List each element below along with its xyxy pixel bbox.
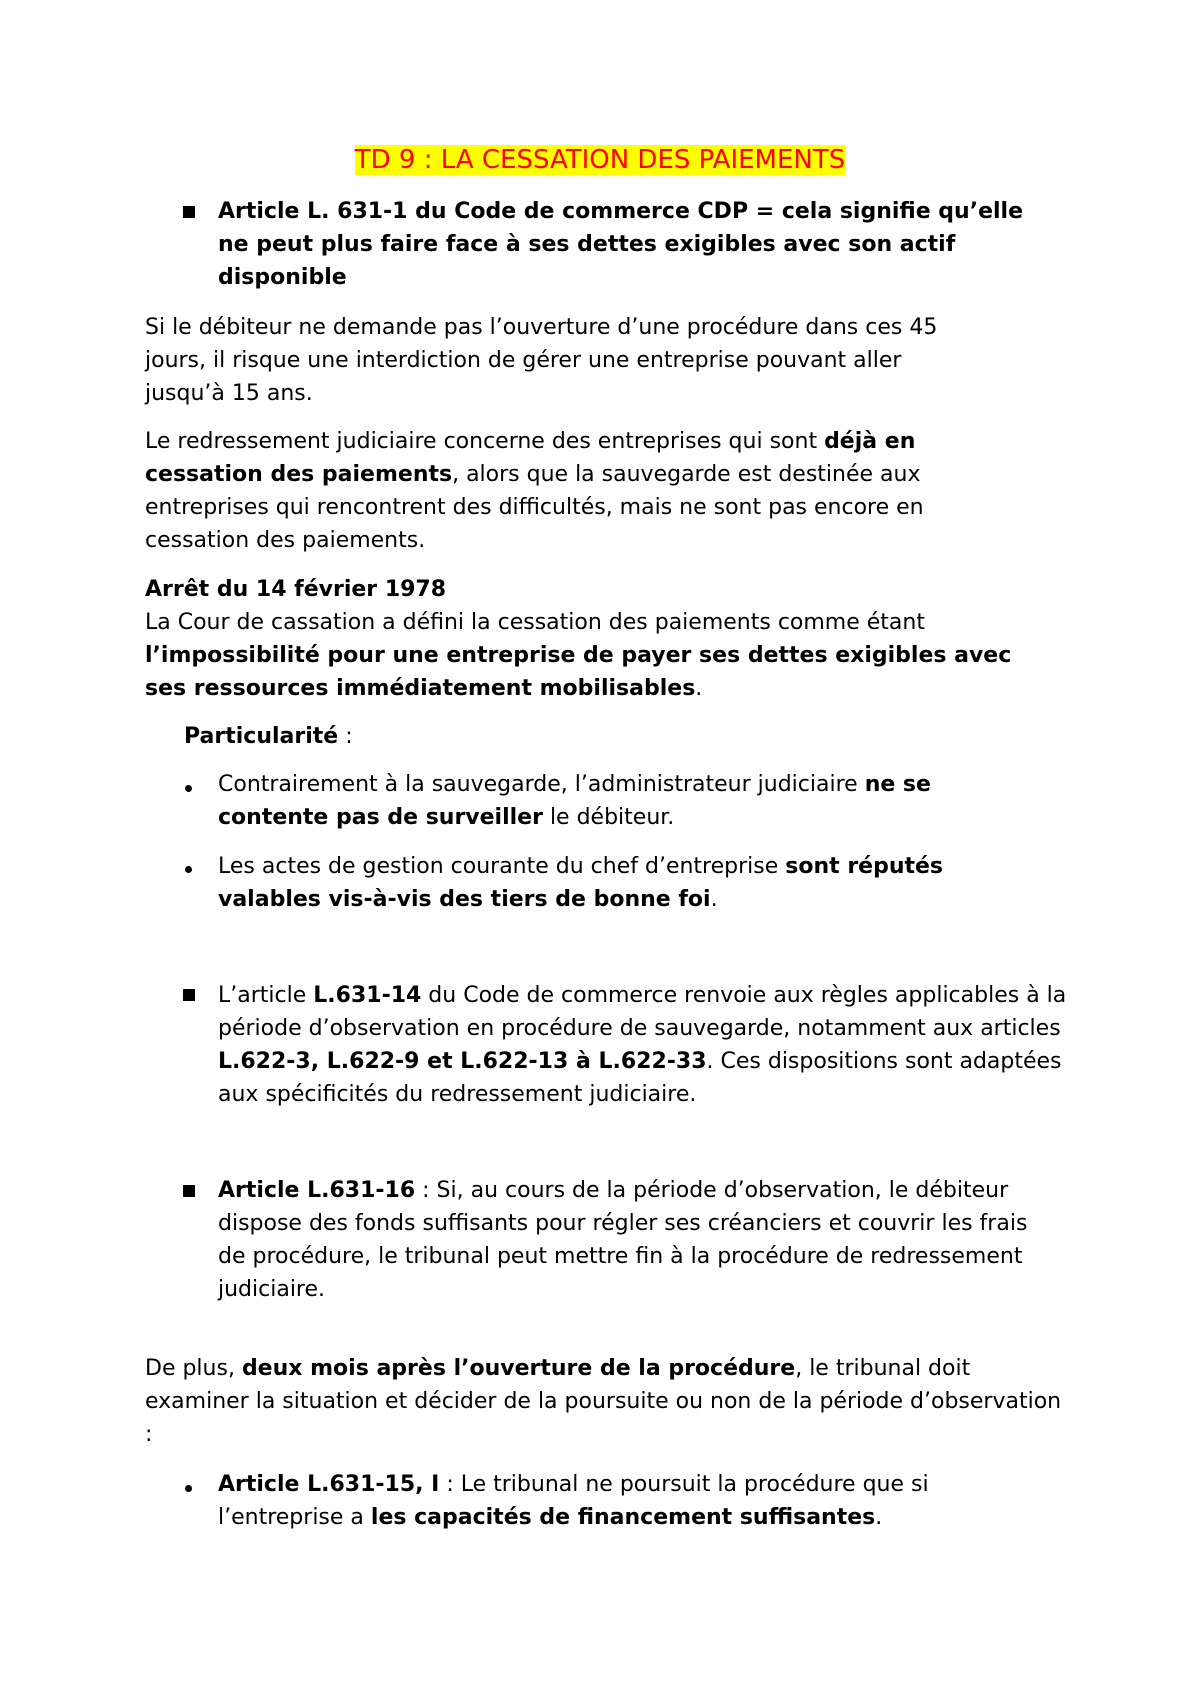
subbullet-administrateur: Contrairement à la sauvegarde, l’administrateur judiciaire ne se contente pas de surveiller le débiteur. — [218, 772, 931, 830]
particularite-label: Particularité : — [184, 724, 353, 749]
paragraph-redressement: Le redressement judiciaire concerne des entreprises qui sont déjà en cessation des paiements, alors que la sauvegarde est destinée aux entreprises qui rencontrent des difficultés, mais ne sont pas encore en cessation des paiements. — [145, 429, 924, 553]
round-bullet-icon — [185, 785, 192, 792]
bullet-article-l631-16: Article L.631-16 : Si, au cours de la période d’observation, le débiteur dispose des fonds suffisants pour régler ses créanciers et couvrir les frais de procédure, le tribunal peut mettre fin à la procédure de redressement judiciaire. — [218, 1178, 1028, 1302]
round-bullet-icon — [185, 1485, 192, 1492]
subbullet-article-l631-15: Article L.631-15, I : Le tribunal ne poursuit la procédure que si l’entreprise a les capacités de financement suffisantes. — [218, 1472, 929, 1530]
bullet-article-l631-1: Article L. 631-1 du Code de commerce CDP = cela signifie qu’elle ne peut plus faire face à ses dettes exigibles avec son actif disponible — [218, 199, 1023, 290]
paragraph-debiteur: Si le débiteur ne demande pas l’ouverture d’une procédure dans ces 45 jours, il risque une interdiction de gérer une entreprise pouvant aller jusqu’à 15 ans. — [145, 315, 938, 406]
paragraph-arret-1978: Arrêt du 14 février 1978 La Cour de cassation a défini la cessation des paiements comme étant l’impossibilité pour une entreprise de payer ses dettes exigibles avec ses ressources immédiatement mobilisables. — [145, 577, 1012, 701]
page-title — [0, 143, 1200, 177]
arret-heading: Arrêt du 14 février 1978 — [145, 577, 447, 602]
square-bullet-icon — [183, 989, 195, 1001]
square-bullet-icon — [183, 206, 195, 218]
round-bullet-icon — [185, 866, 192, 873]
bullet-article-l631-14: L’article L.631-14 du Code de commerce renvoie aux règles applicables à la période d’observation en procédure de sauvegarde, notamment aux articles L.622-3, L.622-9 et L.622-13 à L.622-33. Ces dispositions sont adaptées aux spécificités du redressement judiciaire. — [218, 983, 1067, 1107]
subbullet-actes-gestion: Les actes de gestion courante du chef d’entreprise sont réputés valables vis-à-vis des tiers de bonne foi. — [218, 854, 944, 912]
square-bullet-icon — [183, 1185, 195, 1197]
title-text: TD 9 : LA CESSATION DES PAIEMENTS — [354, 145, 846, 175]
paragraph-de-plus: De plus, deux mois après l’ouverture de la procédure, le tribunal doit examiner la situation et décider de la poursuite ou non de la période d’observation : — [145, 1356, 1062, 1447]
